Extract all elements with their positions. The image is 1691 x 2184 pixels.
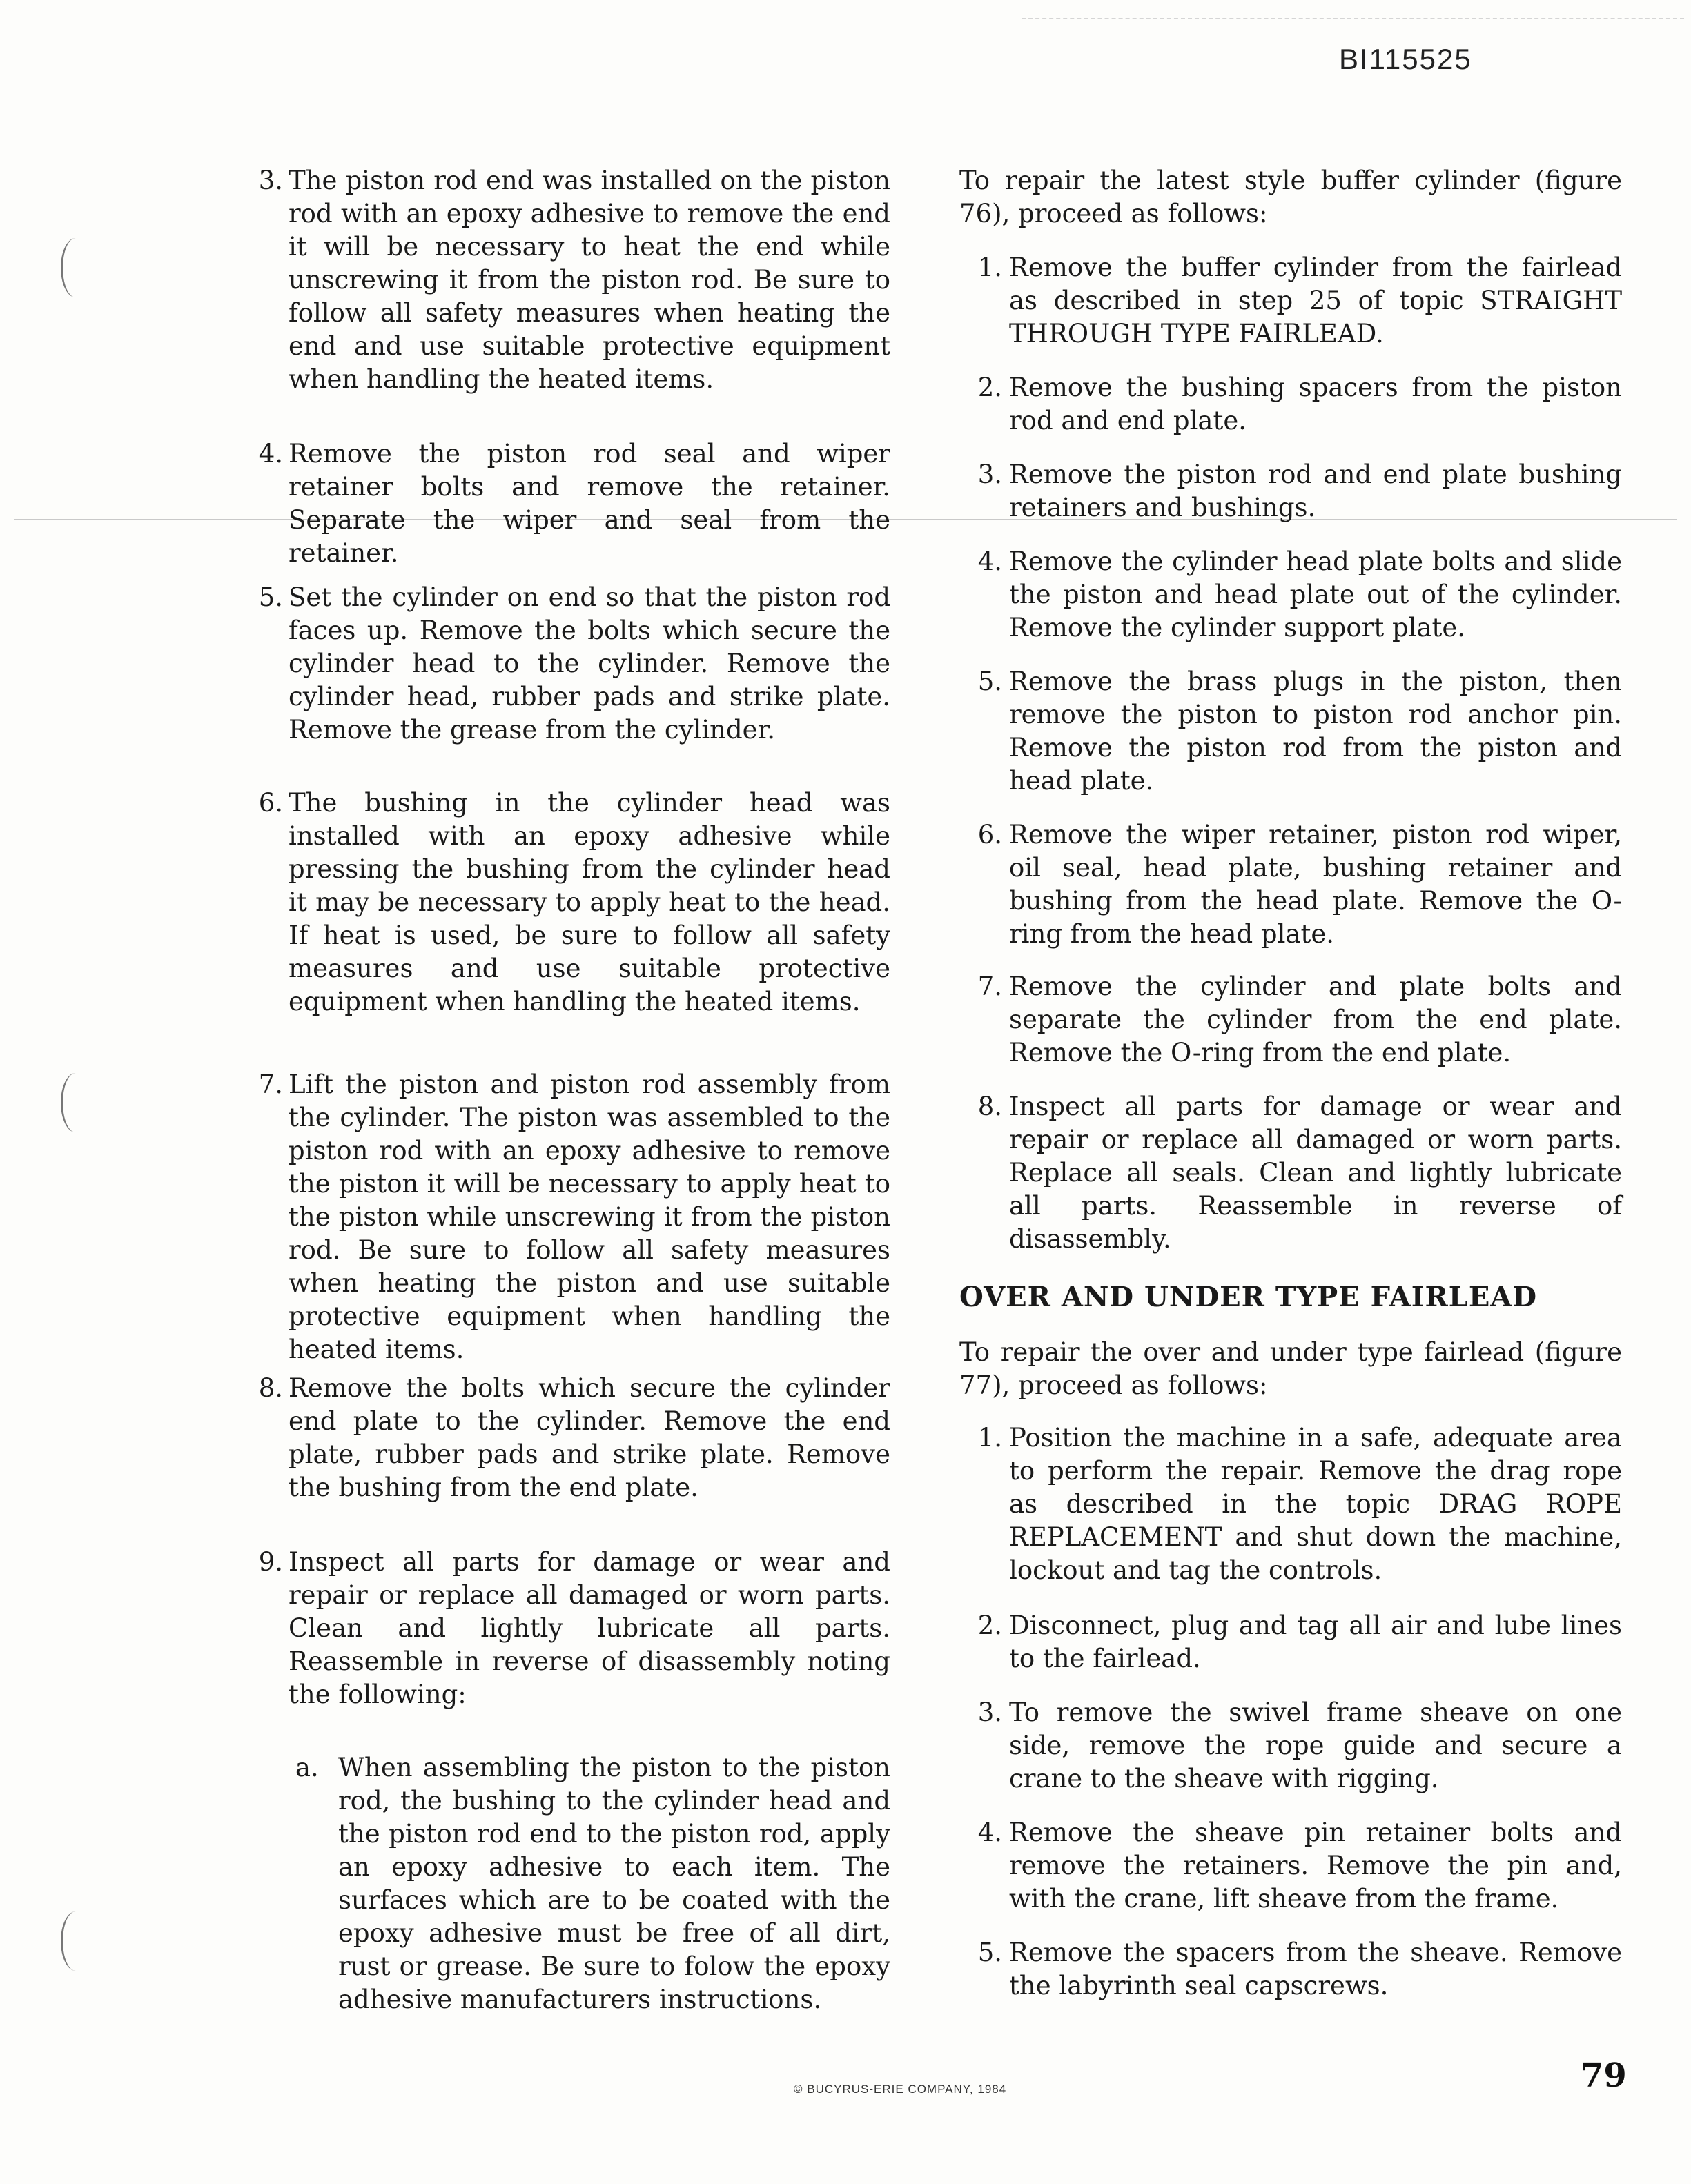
step-text: Remove the piston rod seal and wiper retainer bolts and remove the retainer. Separate the wiper and seal from the retainer. <box>289 439 890 568</box>
step-3 <box>248 164 890 396</box>
section-step-3 <box>959 1696 1622 1796</box>
step-number: 5. <box>258 582 283 612</box>
step-text: Inspect all parts for damage or wear and repair or replace all damaged or worn parts. Clean and lightly lubricate all parts. Reassemble in reverse of disassembly noting the following: <box>289 1547 890 1709</box>
step-text: Remove the sheave pin retainer bolts and remove the retainers. Remove the pin and, with the crane, lift sheave from the frame. <box>1009 1818 1622 1914</box>
step-number: 4. <box>977 1818 1002 1847</box>
step-text: Remove the buffer cylinder from the fairlead as described in step 25 of topic STRAIGHT THROUGH TYPE FAIRLEAD. <box>1009 253 1622 348</box>
step-3 <box>959 458 1622 524</box>
step-number: 3. <box>977 1698 1002 1727</box>
step-text: Remove the wiper retainer, piston rod wiper, oil seal, head plate, bushing retainer and bushing from the head plate. Remove the O-ring from the head plate. <box>1009 820 1622 949</box>
step-6 <box>959 818 1622 951</box>
scan-edge-line <box>1022 18 1684 19</box>
step-8 <box>959 1090 1622 1256</box>
step-number: 1. <box>977 253 1002 282</box>
step-text: The bushing in the cylinder head was installed with an epoxy adhesive while pressing the bushing from the cylinder head it may be necessary to apply heat to the head. If heat is used, be sure to follow all safety measures and use suitable protective equipment when handling the heated items. <box>289 788 890 1016</box>
step-5 <box>959 665 1622 798</box>
step-number: 1. <box>977 1423 1002 1453</box>
step-number: 3. <box>977 460 1002 489</box>
step-text: Lift the piston and piston rod assembly from the cylinder. The piston was assembled to the piston rod with an epoxy adhesive to remove the piston it will be necessary to apply heat to the piston while unscrewing it from the piston rod. Be sure to follow all safety measures when heating the piston and use suitable protective equipment when handling the heated items. <box>289 1070 890 1364</box>
step-number: 6. <box>977 820 1002 849</box>
step-2 <box>959 371 1622 437</box>
step-number: 7. <box>258 1070 283 1099</box>
section-step-5 <box>959 1936 1622 2003</box>
step-number: 8. <box>977 1092 1002 1121</box>
document-id: BI115525 <box>1339 43 1472 75</box>
step-number: 5. <box>977 1938 1002 1967</box>
step-text: Remove the piston rod and end plate bushing retainers and bushings. <box>1009 460 1622 522</box>
step-text: Remove the bushing spacers from the piston rod and end plate. <box>1009 373 1622 435</box>
step-number: 3. <box>258 166 283 195</box>
step-text: Remove the bolts which secure the cylinder end plate to the cylinder. Remove the end plate, rubber pads and strike plate. Remove the bushing from the end plate. <box>289 1373 890 1502</box>
page-number: 79 <box>1581 2056 1627 2095</box>
copyright-footer: © BUCYRUS-ERIE COMPANY, 1984 <box>794 2083 1007 2096</box>
step-number: 8. <box>258 1373 283 1403</box>
step-1 <box>959 251 1622 351</box>
punch-hole-mark <box>61 1073 90 1132</box>
step-number: 6. <box>258 788 283 818</box>
step-8 <box>248 1372 890 1504</box>
section-heading: OVER AND UNDER TYPE FAIRLEAD <box>959 1281 1538 1313</box>
step-4 <box>959 545 1622 645</box>
step-text: The piston rod end was installed on the piston rod with an epoxy adhesive to remove the end it will be necessary to heat the end while unscrewing it from the piston rod. Be sure to follow all safety measures when heating the end and use suitable protective equipment when handling the heated items. <box>289 166 890 394</box>
step-number: 2. <box>977 373 1002 402</box>
step-text: Inspect all parts for damage or wear and repair or replace all damaged or worn parts. Replace all seals. Clean and lightly lubricate all parts. Reassemble in reverse of disassembly. <box>1009 1092 1622 1254</box>
step-text: Set the cylinder on end so that the piston rod faces up. Remove the bolts which secure the cylinder head to the cylinder. Remove the cylinder head, rubber pads and strike plate. Remove the grease from the cylinder. <box>289 582 890 745</box>
punch-hole-mark <box>61 238 90 297</box>
substep-a <box>248 1751 890 2016</box>
step-text: Position the machine in a safe, adequate area to perform the repair. Remove the drag rope as described in the topic DRAG ROPE REPLACEMENT and shut down the machine, lockout and tag the controls. <box>1009 1423 1622 1585</box>
step-text: Disconnect, plug and tag all air and lube lines to the fairlead. <box>1009 1611 1622 1673</box>
step-9 <box>248 1546 890 1711</box>
punch-hole-mark <box>61 1911 90 1971</box>
step-7 <box>248 1068 890 1366</box>
intro-paragraph: To repair the latest style buffer cylinder (figure 76), proceed as follows: <box>959 166 1622 228</box>
step-text: Remove the brass plugs in the piston, then remove the piston to piston rod anchor pin. Remove the piston rod from the piston and head plate. <box>1009 667 1622 796</box>
section-step-4 <box>959 1816 1622 1916</box>
step-5 <box>248 581 890 747</box>
substep-letter: a. <box>295 1753 319 1782</box>
step-4 <box>248 437 890 570</box>
step-text: Remove the spacers from the sheave. Remove the labyrinth seal capscrews. <box>1009 1938 1622 2000</box>
step-number: 5. <box>977 667 1002 696</box>
step-text: Remove the cylinder and plate bolts and separate the cylinder from the end plate. Remove the O-ring from the end plate. <box>1009 972 1622 1068</box>
section-step-1 <box>959 1421 1622 1587</box>
substep-text: When assembling the piston to the piston rod, the bushing to the cylinder head and the piston rod end to the piston rod, apply an epoxy adhesive to each item. The surfaces which are to be coated with the epoxy adhesive must be free of all dirt, rust or grease. Be sure to folow the epoxy adhesive manufacturers instructions. <box>338 1753 890 2014</box>
step-number: 4. <box>977 547 1002 576</box>
step-number: 9. <box>258 1547 283 1577</box>
section-intro: To repair the over and under type fairlead (figure 77), proceed as follows: <box>959 1337 1622 1400</box>
step-number: 2. <box>977 1611 1002 1640</box>
step-6 <box>248 787 890 1019</box>
step-number: 4. <box>258 439 283 469</box>
section-step-2 <box>959 1609 1622 1675</box>
step-text: Remove the cylinder head plate bolts and slide the piston and head plate out of the cylinder. Remove the cylinder support plate. <box>1009 547 1622 642</box>
step-number: 7. <box>977 972 1002 1001</box>
step-7 <box>959 970 1622 1070</box>
step-text: To remove the swivel frame sheave on one side, remove the rope guide and secure a crane to the sheave with rigging. <box>1009 1698 1622 1793</box>
